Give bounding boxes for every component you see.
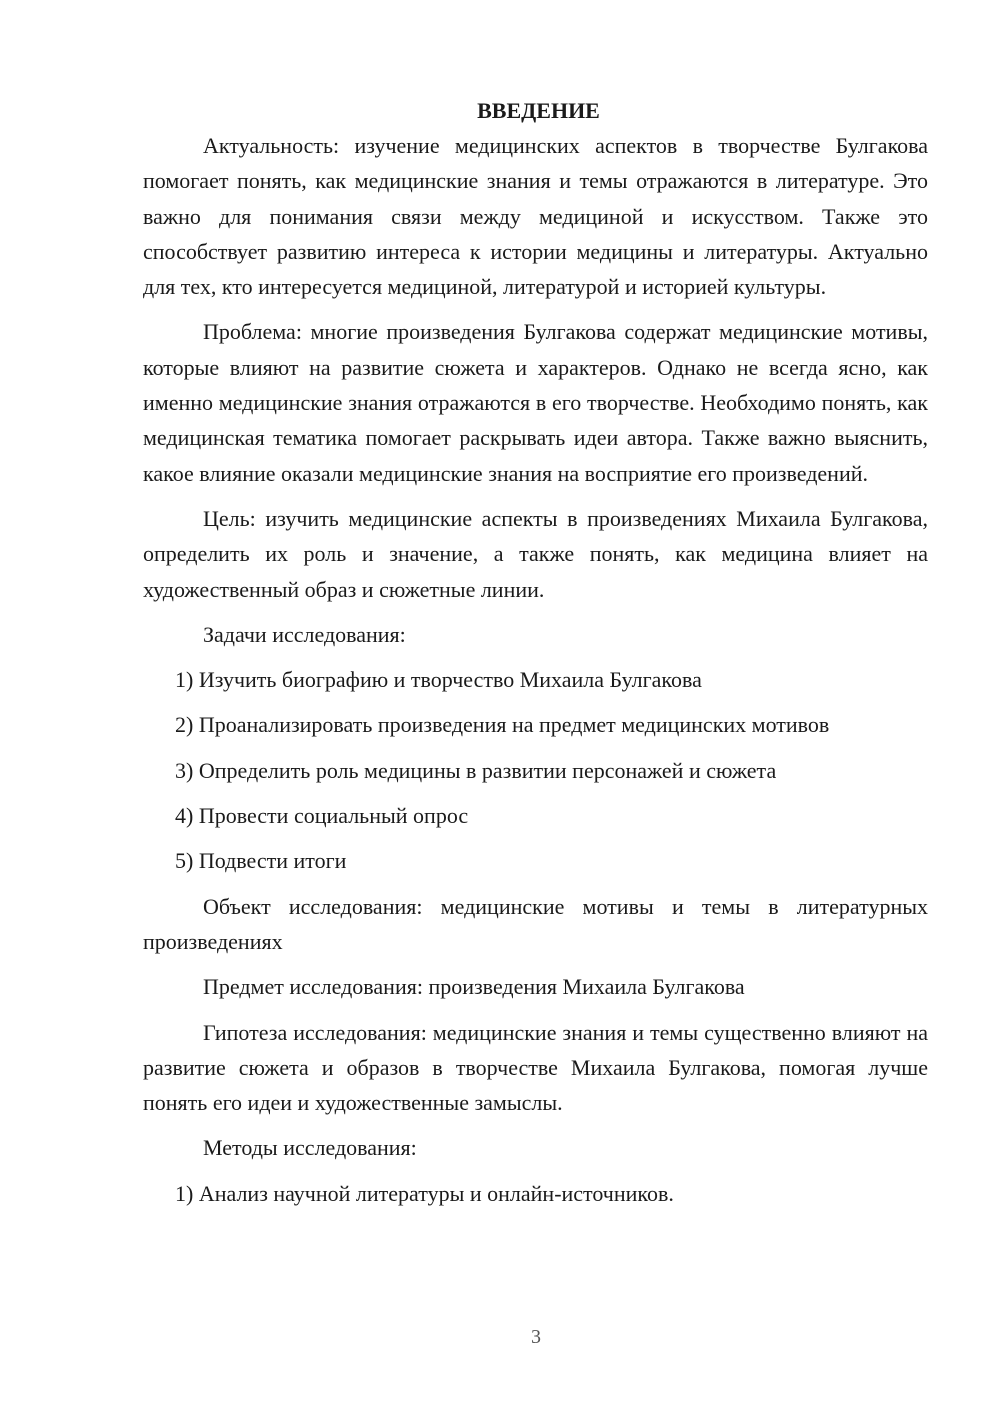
- hypothesis-paragraph: Гипотеза исследования: медицинские знания и темы существенно влияют на развитие сюжета и образов в творчестве Михаила Булгакова, помогая лучше понять его идеи и художественные замыслы.: [143, 1019, 928, 1116]
- task-item: 2) Проанализировать произведения на предмет медицинских мотивов: [175, 712, 830, 738]
- task-item: 5) Подвести итоги: [175, 848, 347, 874]
- page-number: 3: [531, 1326, 541, 1348]
- subject-paragraph: Предмет исследования: произведения Михаила Булгакова: [203, 974, 745, 1000]
- method-item: 1) Анализ научной литературы и онлайн-источников.: [175, 1180, 674, 1206]
- tasks-heading: Задачи исследования:: [203, 621, 406, 647]
- section-title: ВВЕДЕНИЕ: [477, 98, 600, 123]
- methods-heading: Методы исследования:: [203, 1135, 417, 1161]
- object-paragraph: Объект исследования: медицинские мотивы и темы в литературных произведениях: [143, 893, 928, 954]
- task-item: 3) Определить роль медицины в развитии персонажей и сюжета: [175, 757, 777, 783]
- task-item: 1) Изучить биографию и творчество Михаила Булгакова: [175, 667, 702, 693]
- problem-paragraph: Проблема: многие произведения Булгакова содержат медицинские мотивы, которые влияют на развитие сюжета и характеров. Однако не всегда ясно, как именно медицинские знания отражаются в его творчестве. Необходимо понять, как медицинская тематика помогает раскрывать идеи автора. Также важно выяснить, какое влияние оказали медицинские знания на восприятие его произведений.: [143, 319, 928, 486]
- task-item: 4) Провести социальный опрос: [175, 803, 469, 829]
- goal-paragraph: Цель: изучить медицинские аспекты в произведениях Михаила Булгакова, определить их роль и значение, а также понять, как медицина влияет на художественный образ и сюжетные линии.: [143, 505, 928, 602]
- document-page: [143, 96, 928, 1221]
- relevance-paragraph: Актуальность: изучение медицинских аспектов в творчестве Булгакова помогает понять, как медицинские знания и темы отражаются в литературе. Это важно для понимания связи между медициной и искусством. Также это способствует развитию интереса к истории медицины и литературы. Актуально для тех, кто интересуется медициной, литературой и историей культуры.: [143, 133, 928, 300]
